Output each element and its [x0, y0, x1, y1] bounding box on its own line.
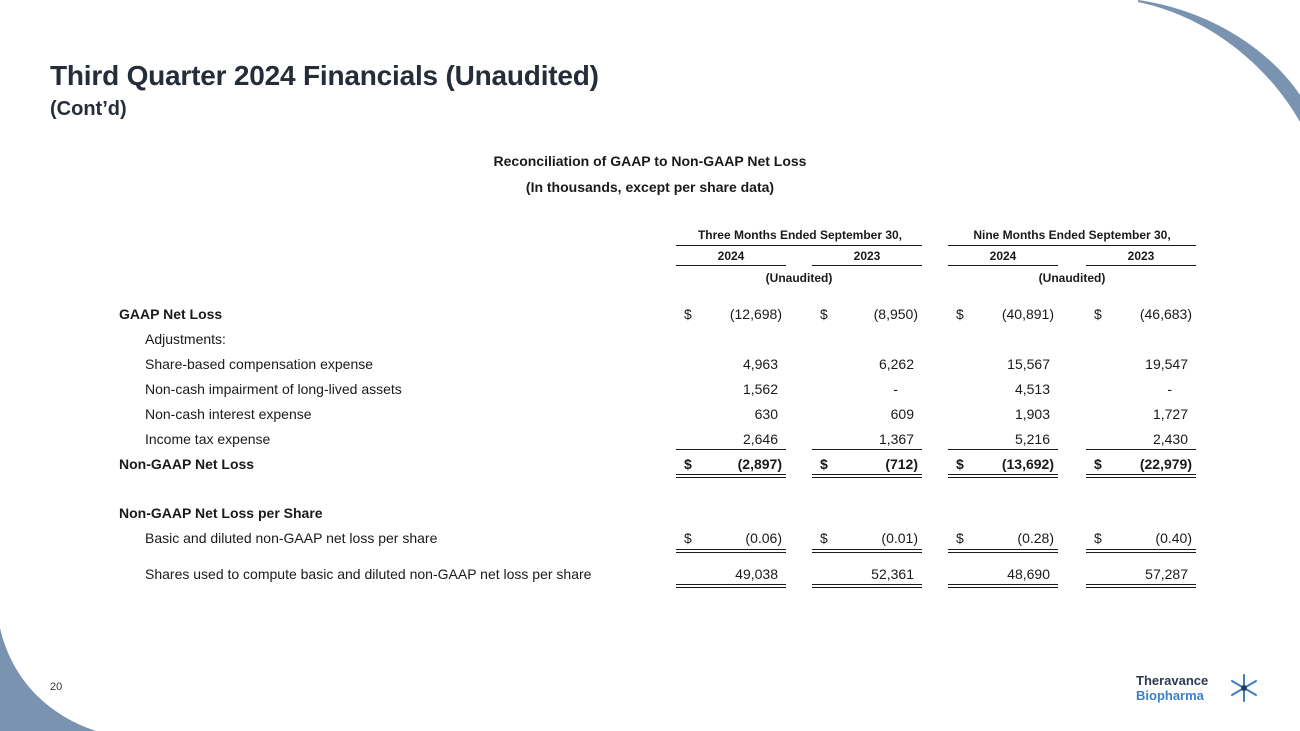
- row-label-basic-diluted: Basic and diluted non-GAAP net loss per share: [145, 530, 438, 546]
- year-header-2023-q3: 2023: [853, 249, 881, 263]
- total-double-rule: [948, 474, 1058, 475]
- logo-line-1: Theravance: [1136, 673, 1209, 688]
- per-share-double-rule: [1086, 549, 1196, 550]
- year-rule: [812, 265, 922, 266]
- dollar-sign: $: [956, 306, 964, 322]
- total-double-rule: [948, 477, 1058, 478]
- dollar-sign: $: [684, 306, 692, 322]
- table-cell: (0.28): [1017, 530, 1054, 546]
- total-double-rule: [1086, 474, 1196, 475]
- period-header-three-months: Three Months Ended September 30,: [697, 228, 903, 242]
- report-title: Reconciliation of GAAP to Non-GAAP Net Loss: [493, 153, 807, 169]
- bottom-left-arc: [0, 628, 96, 731]
- page-subtitle: (Cont’d): [50, 98, 127, 120]
- year-rule: [676, 265, 786, 266]
- shares-double-rule: [948, 587, 1058, 588]
- row-label-non-gaap-net-loss: Non-GAAP Net Loss: [119, 456, 255, 472]
- table-cell: 1,562: [742, 381, 778, 397]
- shares-double-rule: [676, 587, 786, 588]
- table-cell: 15,567: [1007, 356, 1050, 372]
- unaudited-label: (Unaudited): [1038, 271, 1106, 285]
- row-label-impairment: Non-cash impairment of long-lived assets: [145, 381, 402, 397]
- per-share-double-rule: [812, 549, 922, 550]
- table-cell: 1,903: [1014, 406, 1050, 422]
- table-cell: 1,367: [878, 431, 914, 447]
- shares-double-rule: [812, 587, 922, 588]
- row-label-shares-used: Shares used to compute basic and diluted non-GAAP net loss per share: [145, 566, 592, 582]
- dollar-sign: $: [820, 456, 828, 472]
- table-cell: 57,287: [1145, 566, 1188, 582]
- subtotal-rule: [676, 449, 786, 450]
- total-double-rule: [676, 477, 786, 478]
- page-number: 20: [50, 681, 63, 693]
- table-cell: (0.06): [745, 530, 782, 546]
- row-label-interest-expense: Non-cash interest expense: [145, 406, 312, 422]
- star-burst-icon: [1228, 673, 1260, 703]
- header-rule: [676, 245, 922, 246]
- shares-double-rule: [812, 584, 922, 585]
- table-cell: 6,262: [878, 356, 914, 372]
- header-rule: [948, 245, 1196, 246]
- dollar-sign: $: [956, 530, 964, 546]
- per-share-double-rule: [948, 552, 1058, 553]
- total-double-rule: [812, 474, 922, 475]
- table-cell: (40,891): [1001, 306, 1054, 322]
- table-cell: 1,727: [1152, 406, 1188, 422]
- dollar-sign: $: [1094, 306, 1102, 322]
- year-header-2023-ytd: 2023: [1127, 249, 1155, 263]
- dollar-sign: $: [684, 530, 692, 546]
- per-share-double-rule: [948, 549, 1058, 550]
- table-cell: -: [893, 381, 898, 397]
- year-rule: [948, 265, 1058, 266]
- per-share-double-rule: [1086, 552, 1196, 553]
- table-cell: 2,646: [742, 431, 778, 447]
- dollar-sign: $: [820, 530, 828, 546]
- dollar-sign: $: [820, 306, 828, 322]
- table-cell: 4,963: [742, 356, 778, 372]
- table-cell: 52,361: [871, 566, 914, 582]
- table-cell: (46,683): [1139, 306, 1192, 322]
- year-header-2024-ytd: 2024: [989, 249, 1017, 263]
- per-share-double-rule: [676, 552, 786, 553]
- table-cell: -: [1167, 381, 1172, 397]
- table-cell: (13,692): [1001, 456, 1054, 472]
- row-label-share-based-comp: Share-based compensation expense: [145, 356, 374, 372]
- per-share-double-rule: [676, 549, 786, 550]
- row-label-adjustments: Adjustments:: [145, 331, 226, 347]
- logo-line-2: Biopharma: [1136, 688, 1204, 703]
- table-cell: 19,547: [1145, 356, 1188, 372]
- subtotal-rule: [812, 449, 922, 450]
- unaudited-label: (Unaudited): [765, 271, 833, 285]
- table-cell: 4,513: [1014, 381, 1050, 397]
- dollar-sign: $: [1094, 530, 1102, 546]
- table-cell: (0.40): [1155, 530, 1192, 546]
- shares-double-rule: [676, 584, 786, 585]
- report-subtitle: (In thousands, except per share data): [525, 179, 775, 195]
- total-double-rule: [1086, 477, 1196, 478]
- table-cell: (22,979): [1139, 456, 1192, 472]
- table-cell: 48,690: [1007, 566, 1050, 582]
- per-share-double-rule: [812, 552, 922, 553]
- table-cell: 5,216: [1014, 431, 1050, 447]
- dollar-sign: $: [684, 456, 692, 472]
- shares-double-rule: [948, 584, 1058, 585]
- shares-double-rule: [1086, 584, 1196, 585]
- table-cell: (2,897): [737, 456, 782, 472]
- table-cell: 630: [754, 406, 778, 422]
- company-logo: [1136, 673, 1208, 703]
- table-cell: (712): [885, 456, 918, 472]
- dollar-sign: $: [956, 456, 964, 472]
- row-label-gaap-net-loss: GAAP Net Loss: [119, 306, 223, 322]
- row-label-per-share-heading: Non-GAAP Net Loss per Share: [119, 505, 323, 521]
- total-double-rule: [812, 477, 922, 478]
- table-cell: (12,698): [729, 306, 782, 322]
- page-title: Third Quarter 2024 Financials (Unaudited): [50, 60, 599, 91]
- top-right-arc: [1138, 0, 1300, 122]
- subtotal-rule: [1086, 449, 1196, 450]
- table-cell: 49,038: [735, 566, 778, 582]
- table-cell: (8,950): [873, 306, 918, 322]
- year-rule: [1086, 265, 1196, 266]
- year-header-2024-q3: 2024: [717, 249, 745, 263]
- period-header-nine-months: Nine Months Ended September 30,: [973, 228, 1171, 242]
- dollar-sign: $: [1094, 456, 1102, 472]
- subtotal-rule: [948, 449, 1058, 450]
- total-double-rule: [676, 474, 786, 475]
- table-cell: 2,430: [1152, 431, 1188, 447]
- table-cell: 609: [890, 406, 914, 422]
- shares-double-rule: [1086, 587, 1196, 588]
- row-label-income-tax: Income tax expense: [145, 431, 271, 447]
- table-cell: (0.01): [881, 530, 918, 546]
